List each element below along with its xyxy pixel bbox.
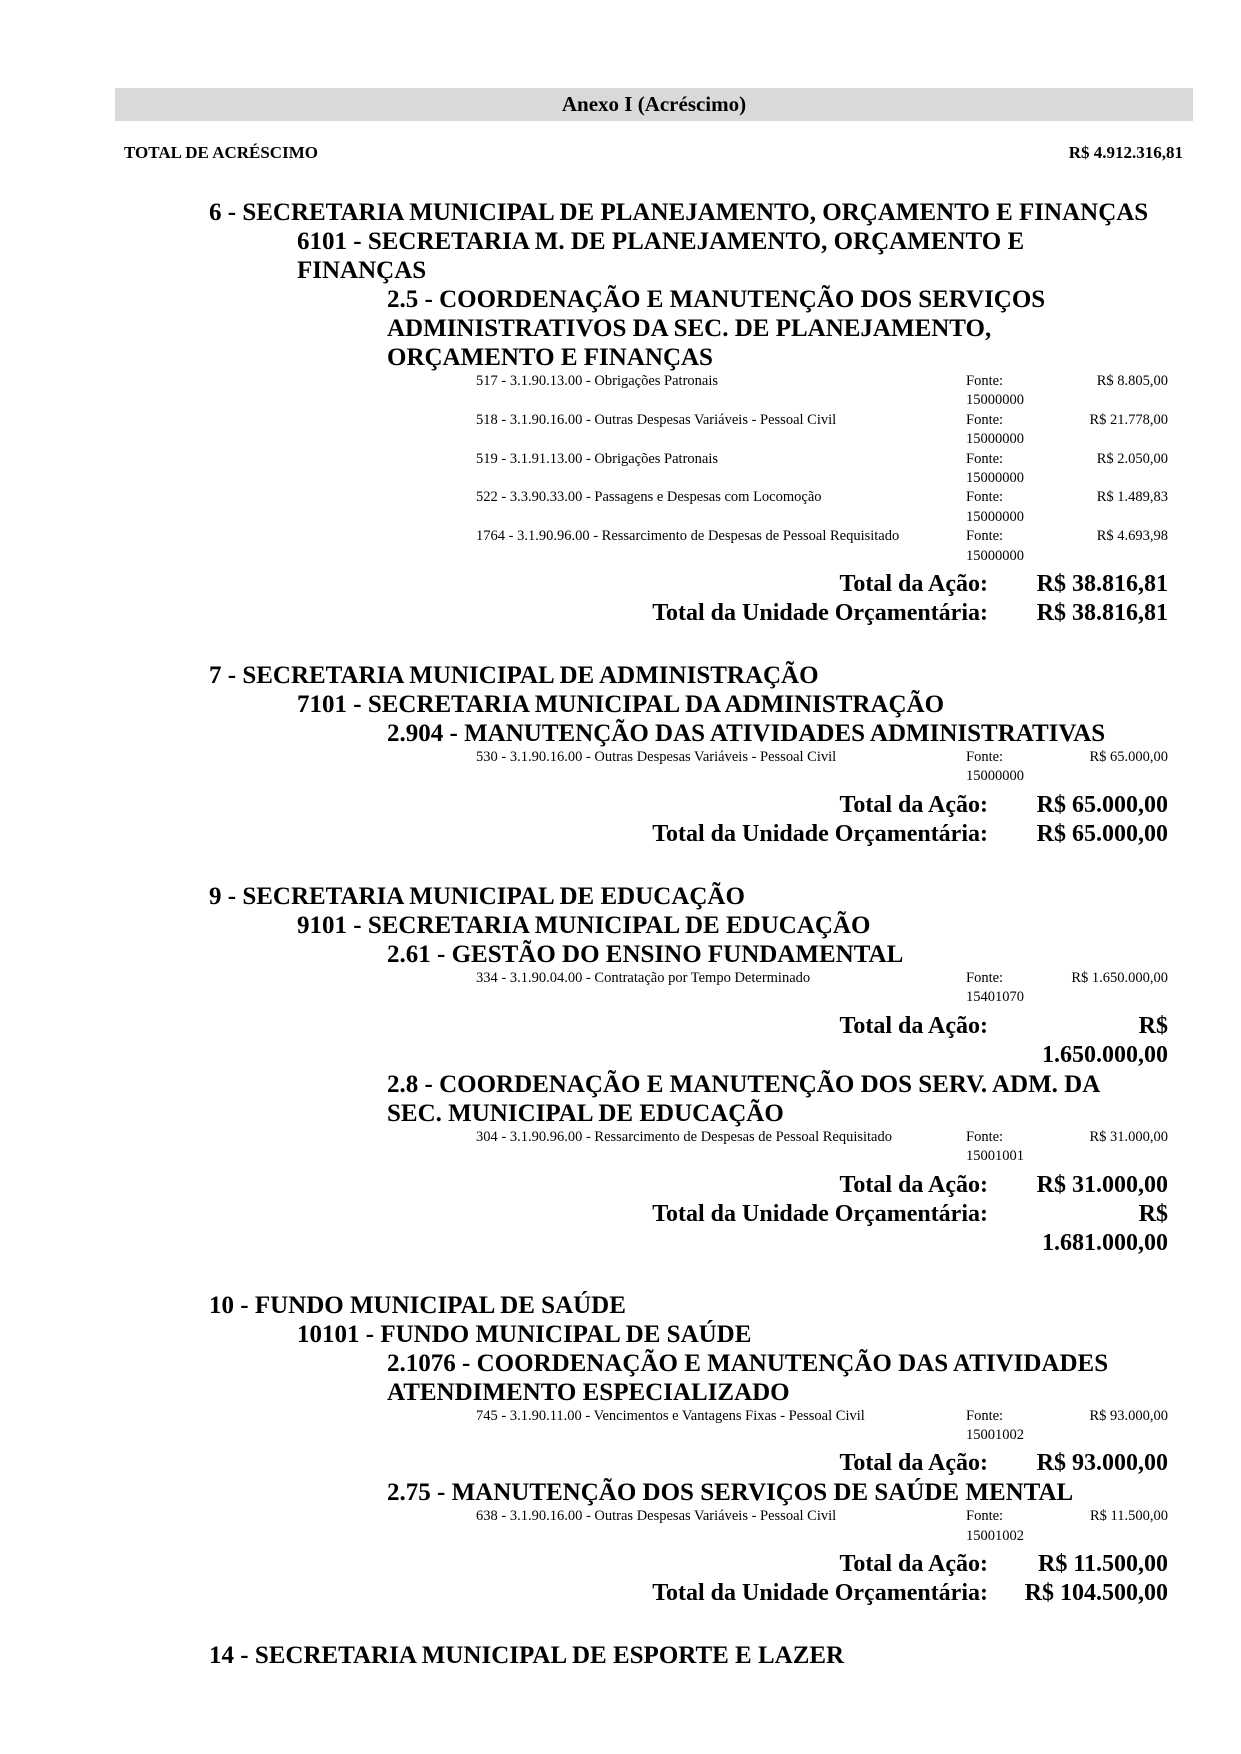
fonte-code: 15000000 (966, 470, 1024, 487)
unit-heading-line: FINANÇAS (297, 257, 427, 284)
action-total-label: Total da Ação: (839, 1450, 988, 1477)
expense-amount: R$ 1.489,83 (1096, 489, 1168, 506)
expense-item (209, 527, 1168, 566)
unit-total-value (988, 599, 1168, 628)
unit-total-value-line: R$ (1138, 1200, 1168, 1227)
expense-item (209, 450, 1168, 489)
organ-heading: 10 - FUNDO MUNICIPAL DE SAÚDE (209, 1291, 626, 1319)
expense-amount: R$ 1.650.000,00 (1071, 969, 1168, 986)
action-total (209, 570, 1168, 599)
action-total-value (988, 1171, 1168, 1200)
unit-total-value-line: R$ 38.816,81 (1036, 600, 1168, 627)
action-total-label: Total da Ação: (839, 1171, 988, 1198)
expense-fonte (966, 969, 1066, 1008)
action-heading (209, 1070, 1168, 1128)
action-heading-line: 2.8 - COORDENAÇÃO E MANUTENÇÃO DOS SERV. ADM. DA (387, 1070, 1101, 1098)
organ-heading: 7 - SECRETARIA MUNICIPAL DE ADMINISTRAÇÃO (209, 662, 819, 690)
unit-heading-line: 6101 - SECRETARIA M. DE PLANEJAMENTO, ORÇAMENTO E (297, 228, 1025, 255)
total-acrescimo (124, 143, 1183, 163)
action-total-value-line: R$ 65.000,00 (1036, 791, 1168, 818)
budget-section (209, 1641, 1168, 1670)
action-total-label: Total da Ação: (839, 571, 988, 598)
expense-description: 745 - 3.1.90.11.00 - Vencimentos e Vantagens Fixas - Pessoal Civil (476, 1407, 865, 1424)
fonte-label: Fonte: (966, 489, 1004, 506)
total-value: R$ 4.912.316,81 (1068, 143, 1183, 162)
action-total-value (988, 1012, 1168, 1070)
action-total (209, 1171, 1168, 1200)
budget-section (209, 661, 1168, 849)
action-heading-line: 2.5 - COORDENAÇÃO E MANUTENÇÃO DOS SERVIÇOS (387, 286, 1046, 313)
action-total-value-line: R$ 93.000,00 (1036, 1450, 1168, 1477)
unit-heading-line: 9101 - SECRETARIA MUNICIPAL DE EDUCAÇÃO (297, 911, 871, 939)
budget-section (209, 1291, 1168, 1609)
expense-description: 638 - 3.1.90.16.00 - Outras Despesas Variáveis - Pessoal Civil (476, 1508, 837, 1525)
action-total-value-line: 1.650.000,00 (1042, 1041, 1168, 1068)
action-heading (209, 285, 1168, 372)
fonte-label: Fonte: (966, 411, 1004, 428)
action-total-value-line: R$ 31.000,00 (1036, 1171, 1168, 1198)
budget-section (209, 198, 1168, 628)
expense-item (209, 1507, 1168, 1546)
expense-amount: R$ 11.500,00 (1089, 1508, 1168, 1525)
expense-amount: R$ 93.000,00 (1089, 1407, 1168, 1424)
expense-description: 518 - 3.1.90.16.00 - Outras Despesas Variáveis - Pessoal Civil (476, 411, 837, 428)
expense-description: 522 - 3.3.90.33.00 - Passagens e Despesas com Locomoção (476, 489, 822, 506)
fonte-code: 15000000 (966, 392, 1024, 409)
action-total (209, 791, 1168, 820)
expense-fonte (966, 488, 1066, 527)
fonte-label: Fonte: (966, 1128, 1004, 1145)
expense-description: 334 - 3.1.90.04.00 - Contratação por Tempo Determinado (476, 969, 811, 986)
action-heading (209, 1349, 1168, 1407)
expense-description: 1764 - 3.1.90.96.00 - Ressarcimento de Despesas de Pessoal Requisitado (476, 528, 900, 545)
action-total-value (988, 1550, 1168, 1579)
fonte-code: 15000000 (966, 508, 1024, 525)
unit-total (209, 1200, 1168, 1258)
expense-item (209, 411, 1168, 450)
unit-total-value (988, 820, 1168, 849)
expense-description: 530 - 3.1.90.16.00 - Outras Despesas Variáveis - Pessoal Civil (476, 749, 837, 766)
fonte-code: 15401070 (966, 989, 1024, 1006)
unit-total-value (988, 1579, 1168, 1608)
action-total-label: Total da Ação: (839, 1551, 988, 1578)
expense-fonte (966, 450, 1066, 489)
unit-total (209, 599, 1168, 628)
fonte-label: Fonte: (966, 1407, 1004, 1424)
expense-fonte (966, 1128, 1066, 1167)
expense-item (209, 748, 1168, 787)
expense-item (209, 1128, 1168, 1167)
expense-fonte (966, 1407, 1066, 1446)
budget-section (209, 882, 1168, 1258)
fonte-code: 15000000 (966, 768, 1024, 785)
unit-heading (209, 911, 1168, 940)
action-heading-line: 2.75 - MANUTENÇÃO DOS SERVIÇOS DE SAÚDE MENTAL (387, 1479, 1074, 1507)
organ-heading: 14 - SECRETARIA MUNICIPAL DE ESPORTE E LAZER (209, 1642, 845, 1670)
action-heading-line: 2.1076 - COORDENAÇÃO E MANUTENÇÃO DAS ATIVIDADES (387, 1349, 1109, 1377)
unit-total-value-line: 1.681.000,00 (1042, 1229, 1168, 1256)
expense-amount: R$ 31.000,00 (1089, 1128, 1168, 1145)
expense-description: 519 - 3.1.91.13.00 - Obrigações Patronais (476, 450, 719, 467)
expense-fonte (966, 372, 1066, 411)
fonte-label: Fonte: (966, 1508, 1004, 1525)
action-heading (209, 719, 1168, 748)
action-heading-line: SEC. MUNICIPAL DE EDUCAÇÃO (387, 1099, 784, 1127)
action-heading-line: ATENDIMENTO ESPECIALIZADO (387, 1378, 790, 1406)
expense-description: 304 - 3.1.90.96.00 - Ressarcimento de Despesas de Pessoal Requisitado (476, 1128, 892, 1145)
action-total-value-line: R$ 38.816,81 (1036, 571, 1168, 598)
expense-amount: R$ 65.000,00 (1089, 749, 1168, 766)
organ-heading: 9 - SECRETARIA MUNICIPAL DE EDUCAÇÃO (209, 882, 745, 910)
unit-heading (209, 690, 1168, 719)
fonte-code: 15000000 (966, 547, 1024, 564)
unit-total (209, 820, 1168, 849)
budget-content (209, 198, 1168, 1670)
fonte-label: Fonte: (966, 528, 1004, 545)
action-total-value (988, 1449, 1168, 1478)
unit-total-value-line: R$ 104.500,00 (1024, 1580, 1168, 1607)
fonte-label: Fonte: (966, 373, 1004, 389)
unit-total-value-line: R$ 65.000,00 (1036, 820, 1168, 847)
unit-total-label: Total da Unidade Orçamentária: (652, 1200, 988, 1227)
unit-heading (209, 227, 1168, 285)
action-heading (209, 940, 1168, 969)
expense-description: 517 - 3.1.90.13.00 - Obrigações Patronais (476, 373, 719, 389)
action-total-label: Total da Ação: (839, 791, 988, 818)
action-total (209, 1550, 1168, 1579)
action-total-value-line: R$ (1138, 1012, 1168, 1039)
action-heading (209, 1478, 1168, 1507)
fonte-code: 15001002 (966, 1426, 1024, 1443)
action-heading-line: ADMINISTRATIVOS DA SEC. DE PLANEJAMENTO, (387, 315, 992, 342)
fonte-code: 15001002 (966, 1527, 1024, 1544)
expense-fonte (966, 411, 1066, 450)
unit-total-label: Total da Unidade Orçamentária: (652, 1580, 988, 1607)
fonte-code: 15000000 (966, 431, 1024, 448)
fonte-label: Fonte: (966, 450, 1004, 467)
expense-fonte (966, 527, 1066, 566)
expense-amount: R$ 2.050,00 (1096, 450, 1168, 467)
fonte-label: Fonte: (966, 749, 1004, 766)
action-total-label: Total da Ação: (839, 1012, 988, 1039)
expense-amount: R$ 21.778,00 (1089, 411, 1168, 428)
unit-heading-line: 7101 - SECRETARIA MUNICIPAL DA ADMINISTRAÇÃO (297, 691, 945, 719)
action-total (209, 1012, 1168, 1070)
expense-fonte (966, 748, 1066, 787)
unit-heading (209, 1320, 1168, 1349)
annex-title: Anexo I (Acréscimo) (115, 88, 1193, 121)
action-heading-line: ORÇAMENTO E FINANÇAS (387, 344, 713, 371)
total-label: TOTAL DE ACRÉSCIMO (124, 143, 318, 162)
action-total-value (988, 791, 1168, 820)
action-total (209, 1449, 1168, 1478)
unit-total (209, 1579, 1168, 1608)
expense-item (209, 372, 1168, 411)
unit-heading-line: 10101 - FUNDO MUNICIPAL DE SAÚDE (297, 1320, 752, 1348)
action-heading-line: 2.61 - GESTÃO DO ENSINO FUNDAMENTAL (387, 940, 904, 968)
unit-total-value (988, 1200, 1168, 1258)
action-total-value-line: R$ 11.500,00 (1037, 1551, 1168, 1578)
expense-item (209, 1407, 1168, 1446)
fonte-label: Fonte: (966, 969, 1004, 986)
organ-heading: 6 - SECRETARIA MUNICIPAL DE PLANEJAMENTO, ORÇAMENTO E FINANÇAS (209, 199, 1149, 226)
action-heading-line: 2.904 - MANUTENÇÃO DAS ATIVIDADES ADMINISTRATIVAS (387, 720, 1106, 748)
unit-total-label: Total da Unidade Orçamentária: (652, 600, 988, 627)
expense-item (209, 969, 1168, 1008)
expense-fonte (966, 1507, 1066, 1546)
unit-total-label: Total da Unidade Orçamentária: (652, 820, 988, 847)
fonte-code: 15001001 (966, 1148, 1024, 1165)
expense-item (209, 488, 1168, 527)
action-total-value (988, 570, 1168, 599)
expense-amount: R$ 8.805,00 (1096, 373, 1168, 389)
expense-amount: R$ 4.693,98 (1096, 528, 1168, 545)
